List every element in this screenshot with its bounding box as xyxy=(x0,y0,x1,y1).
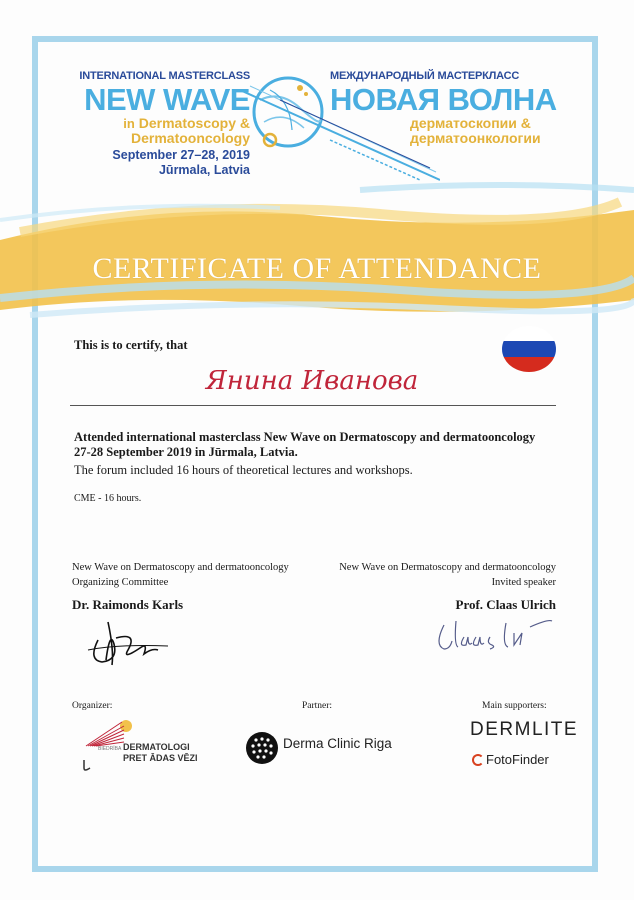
supporters-label: Main supporters: xyxy=(482,701,547,711)
partner-logo-icon xyxy=(244,730,280,766)
signature-block-organizer xyxy=(72,560,289,612)
supporter-dermlite-logo: DERMLITE xyxy=(470,719,579,740)
header-topic-en-1-text: Dermatoscopy & xyxy=(138,115,250,131)
supporter-fotofinder-logo xyxy=(472,752,549,767)
header-topic-en-2: Dermatooncology xyxy=(130,130,250,146)
header-topic-en-1 xyxy=(60,116,250,131)
fotofinder-icon xyxy=(472,754,484,766)
name-underline xyxy=(70,405,556,406)
organizer-small-text: BIEDRĪBA xyxy=(98,746,122,752)
handwritten-signature-karls xyxy=(78,610,178,670)
signature-org-line2: Organizing Committee xyxy=(72,577,169,588)
organizer-label: Organizer: xyxy=(72,701,113,711)
header-in: in xyxy=(123,116,135,131)
fotofinder-text: FotoFinder xyxy=(486,752,549,767)
signature-org-name: Dr. Raimonds Karls xyxy=(72,597,184,612)
organizer-name-line2: PRET ĀDAS VĒZI xyxy=(123,753,198,763)
header-date: September 27–28, 2019 xyxy=(112,148,250,162)
header-topic-ru-1: дерматоскопии & xyxy=(410,115,531,131)
header-place: Jūrmala, Latvia xyxy=(158,163,250,177)
header-title-en: NEW WAVE xyxy=(84,82,250,117)
signature-speaker-name: Prof. Claas Ulrich xyxy=(455,597,556,612)
signature-speaker-line1: New Wave on Dermatoscopy and dermatooncology xyxy=(339,562,556,573)
partner-name: Derma Clinic Riga xyxy=(283,736,392,751)
cme-hours: CME - 16 hours. xyxy=(74,493,142,504)
attendee-name: Янина Иванова xyxy=(205,366,419,396)
header-russian xyxy=(330,70,560,146)
signature-speaker-line2: Invited speaker xyxy=(491,577,556,588)
header-title-ru: НОВАЯ ВОЛНА xyxy=(330,82,557,117)
header-english xyxy=(60,70,250,178)
forum-statement: The forum included 16 hours of theoretical lectures and workshops. xyxy=(74,463,413,477)
attendance-statement: Attended international masterclass New Wave on Dermatoscopy and dermatooncology 27-28 September 2019 in Jūrmala, Latvia. xyxy=(74,430,536,459)
header-subtitle-ru: МЕЖДУНАРОДНЫЙ МАСТЕРКЛАСС xyxy=(330,70,520,82)
handwritten-signature-ulrich xyxy=(430,615,560,660)
partner-label: Partner: xyxy=(302,701,333,711)
header-topic-ru-2: дерматоонкологии xyxy=(410,130,541,146)
signature-org-line1: New Wave on Dermatoscopy and dermatooncology xyxy=(72,562,289,573)
certify-line: This is to certify, that xyxy=(74,338,188,352)
header-subtitle-en: INTERNATIONAL MASTERCLASS xyxy=(79,70,250,82)
organizer-name-line1: DERMATOLOGI xyxy=(123,742,190,752)
organizer-name xyxy=(123,742,198,764)
signature-block-speaker xyxy=(339,560,556,612)
certificate-title: CERTIFICATE OF ATTENDANCE xyxy=(92,252,542,285)
